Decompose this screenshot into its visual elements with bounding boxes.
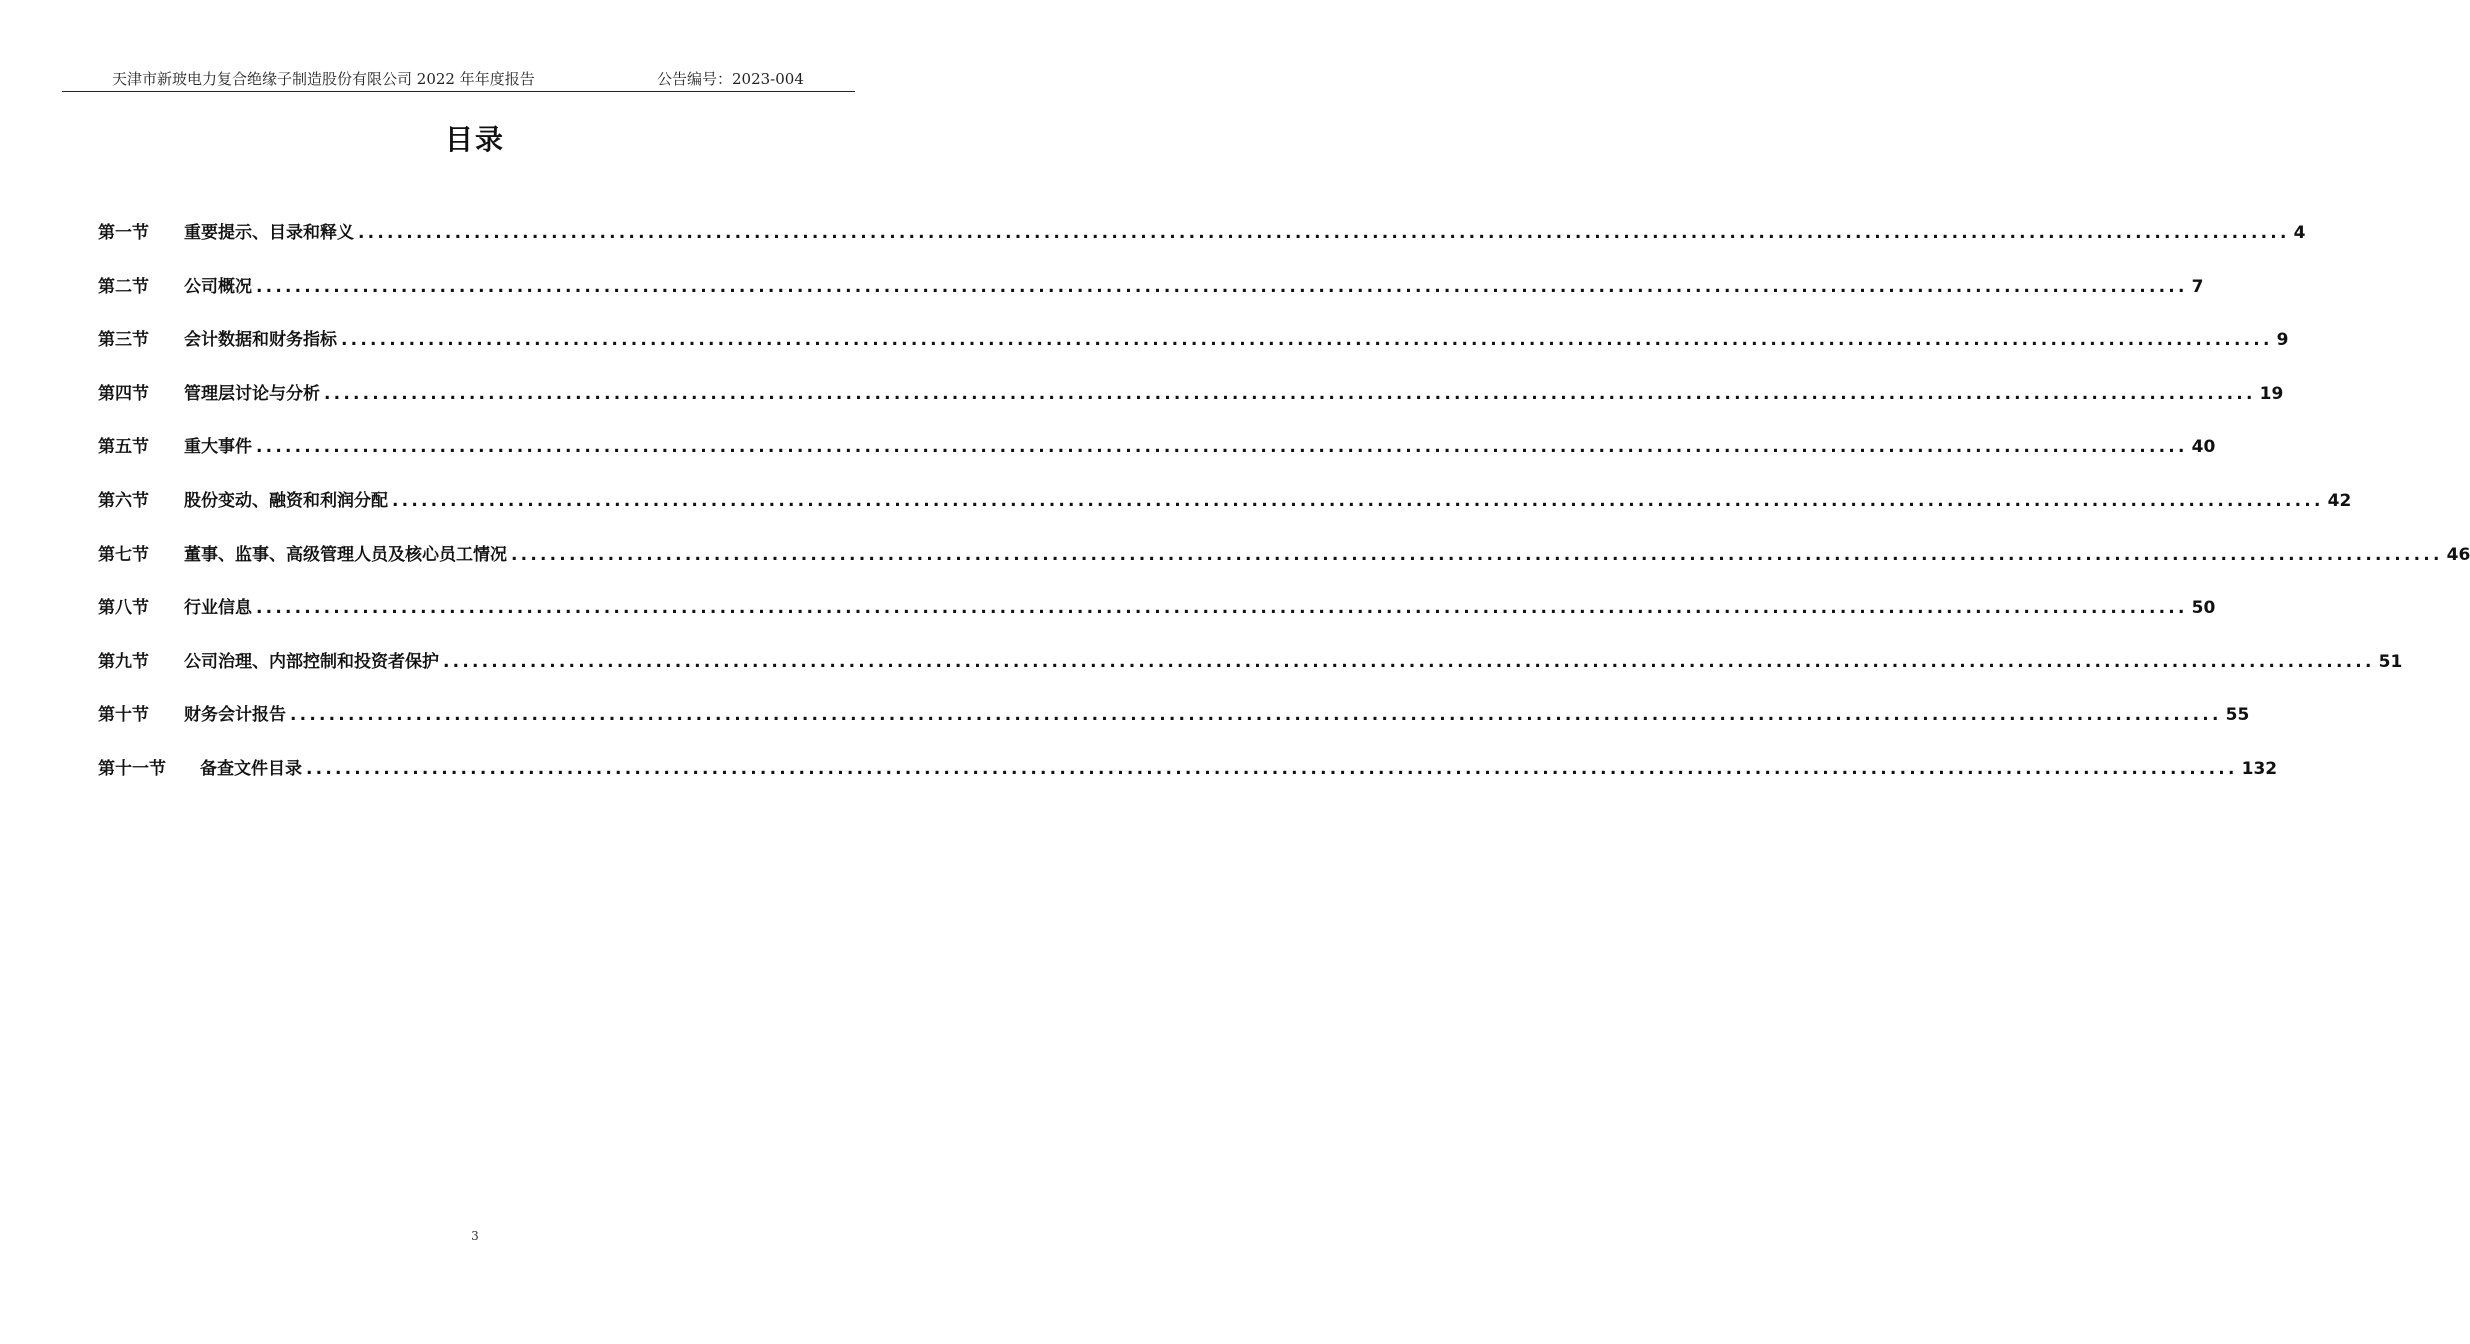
toc-leader: ........................................................................................................................................................................................................ (256, 437, 2188, 458)
toc-section: 第七节 (98, 544, 149, 565)
toc-page: 132 (2241, 758, 2278, 779)
toc-section: 第八节 (98, 598, 149, 619)
toc-entry[interactable] (98, 593, 2216, 647)
toc-page: 9 (2276, 330, 2289, 351)
page-header (62, 66, 855, 92)
toc-entry[interactable] (98, 432, 2216, 486)
toc-name: 公司概况 (184, 276, 252, 297)
toc-name: 行业信息 (184, 598, 252, 619)
toc-section: 第四节 (98, 383, 149, 404)
table-of-contents (98, 218, 2470, 808)
announcement-code: 公告编号：2023-004 (657, 70, 804, 88)
toc-entry[interactable] (98, 647, 2403, 701)
toc-page: 42 (2327, 490, 2352, 511)
toc-entry[interactable] (98, 754, 2278, 808)
toc-page: 55 (2225, 705, 2250, 726)
toc-title: 目录 (444, 123, 505, 156)
toc-leader: ........................................................................................................................................................................................................ (392, 490, 2324, 511)
header-title: 天津市新玻电力复合绝缘子制造股份有限公司 2022 年年度报告 (112, 70, 535, 88)
toc-page: 50 (2191, 598, 2216, 619)
toc-section: 第九节 (98, 651, 149, 672)
toc-entry[interactable] (98, 272, 2204, 326)
toc-entry[interactable] (98, 486, 2352, 540)
toc-leader: ........................................................................................................................................................................................................ (256, 598, 2188, 619)
toc-name: 重大事件 (184, 437, 252, 458)
toc-section: 第三节 (98, 330, 149, 351)
toc-page: 4 (2293, 223, 2306, 243)
toc-section: 第一节 (98, 223, 149, 243)
toc-leader: ........................................................................................................................................................................................................ (306, 758, 2238, 779)
toc-name: 重要提示、目录和释义 (184, 223, 354, 243)
toc-section: 第十一节 (98, 758, 166, 779)
toc-leader: ........................................................................................................................................................................................................ (290, 705, 2222, 726)
toc-leader: ........................................................................................................................................................................................................ (443, 651, 2375, 672)
toc-name: 管理层讨论与分析 (184, 383, 320, 404)
toc-name: 公司治理、内部控制和投资者保护 (184, 651, 439, 672)
toc-name: 备查文件目录 (200, 758, 302, 779)
toc-name: 会计数据和财务指标 (184, 330, 337, 351)
toc-entry[interactable] (98, 325, 2289, 379)
toc-leader: ........................................................................................................................................................................................................ (358, 223, 2290, 243)
toc-entry[interactable] (98, 218, 2306, 272)
toc-entry[interactable] (98, 379, 2284, 433)
toc-name: 董事、监事、高级管理人员及核心员工情况 (184, 544, 507, 565)
toc-page: 7 (2191, 276, 2204, 297)
toc-page: 40 (2191, 437, 2216, 458)
toc-leader: ........................................................................................................................................................................................................ (324, 383, 2256, 404)
toc-name: 股份变动、融资和利润分配 (184, 490, 388, 511)
toc-leader: ........................................................................................................................................................................................................ (511, 544, 2443, 565)
page-number: 3 (471, 1229, 479, 1243)
toc-page: 51 (2378, 651, 2403, 672)
toc-leader: ........................................................................................................................................................................................................ (341, 330, 2273, 351)
toc-entry[interactable] (98, 540, 2470, 594)
toc-leader: ........................................................................................................................................................................................................ (256, 276, 2188, 297)
toc-section: 第五节 (98, 437, 149, 458)
toc-page: 46 (2446, 544, 2470, 565)
toc-section: 第二节 (98, 276, 149, 297)
toc-section: 第十节 (98, 705, 149, 726)
toc-page: 19 (2259, 383, 2284, 404)
toc-name: 财务会计报告 (184, 705, 286, 726)
toc-section: 第六节 (98, 490, 149, 511)
header-divider (62, 91, 855, 92)
toc-entry[interactable] (98, 700, 2250, 754)
